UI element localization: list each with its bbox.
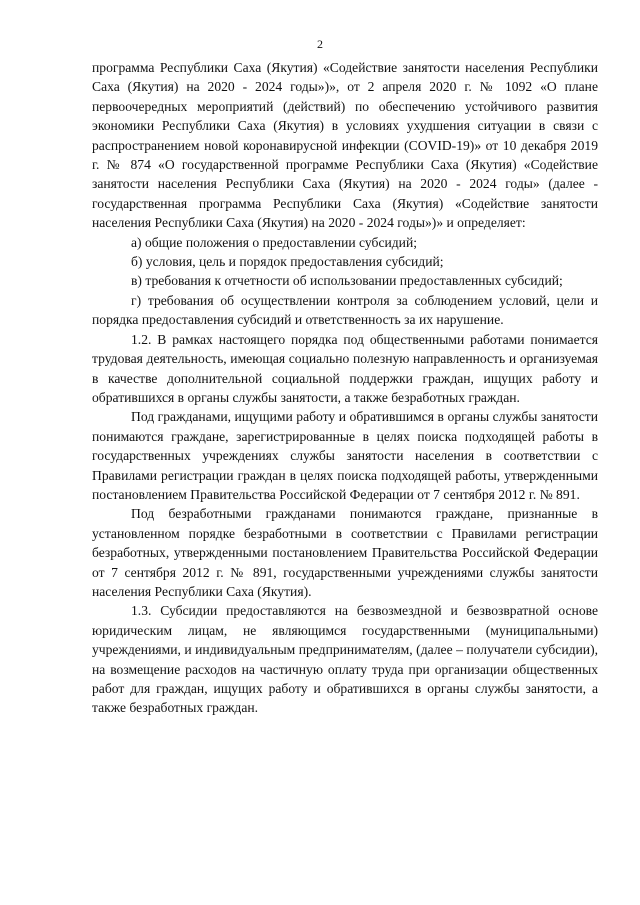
paragraph-1-2: 1.2. В рамках настоящего порядка под общественными работами понимается трудовая деятельность, имеющая социально полезную направленность и организуемая в качестве дополнительной социальной поддержки граждан, ищущих работу и обратившихся в органы службы занятости, а также безработных граждан. (92, 331, 598, 405)
document-body (92, 58, 598, 718)
list-item-b: б) условия, цель и порядок предоставления субсидий; (131, 254, 444, 270)
paragraph-legal-basis-continued: программа Республики Саха (Якутия) «Содействие занятости населения Республики Саха (Якутия) на 2020 - 2024 годы»)», от 2 апреля 2020 г. № 1092 «О плане первоочередных мероприятий (действий) по обеспечению устойчивого развития экономики Республики Саха (Якутия) в условиях ухудшения ситуации в связи с распространением новой коронавирусной инфекции (COVID-19)» от 10 декабря 2019 г. № 874 «О государственной программе Республики Саха (Якутия) «Содействие занятости населения Республики Саха (Якутия) на 2020 - 2024 годы» (далее - государственная программа Республики Саха (Якутия) «Содействие занятости населения Республики Саха (Якутия) на 2020 - 2024 годы»)» и определяет: (92, 60, 598, 231)
paragraph-unemployed-definition: Под безработными гражданами понимаются граждане, признанные в установленном порядке безработными в соответствии с Правилами регистрации безработных, утвержденными постановлением Правительства Российской Федерации от 7 сентября 2012 г. № 891, государственными учреждениями службы занятости населения Республики Саха (Якутия). (92, 506, 598, 599)
page-number: 2 (317, 37, 323, 51)
list-item-a: а) общие положения о предоставлении субсидий; (131, 234, 417, 250)
paragraph-1-3: 1.3. Субсидии предоставляются на безвозмездной и безвозвратной основе юридическим лицам, не являющимся государственными (муниципальными) учреждениями, и индивидуальным предпринимателям, (далее – получатели субсидии), на возмещение расходов на частичную оплату труда при организации общественных работ для граждан, ищущих работу и обратившихся в органы службы занятости, а также безработных граждан. (92, 603, 598, 716)
list-item-g: г) требования об осуществлении контроля за соблюдением условий, цели и порядка предоставления субсидий и ответственность за их нарушение. (92, 292, 598, 328)
list-item-v: в) требования к отчетности об использовании предоставленных субсидий; (131, 273, 563, 289)
paragraph-job-seekers-definition: Под гражданами, ищущими работу и обратившимся в органы службы занятости понимаются граждане, зарегистрированные в целях поиска подходящей работы в государственных учреждениях службы занятости населения в соответствии с Правилами регистрации граждан в целях поиска подходящей работы, утвержденными постановлением Правительства Российской Федерации от 7 сентября 2012 г. № 891. (92, 409, 598, 502)
